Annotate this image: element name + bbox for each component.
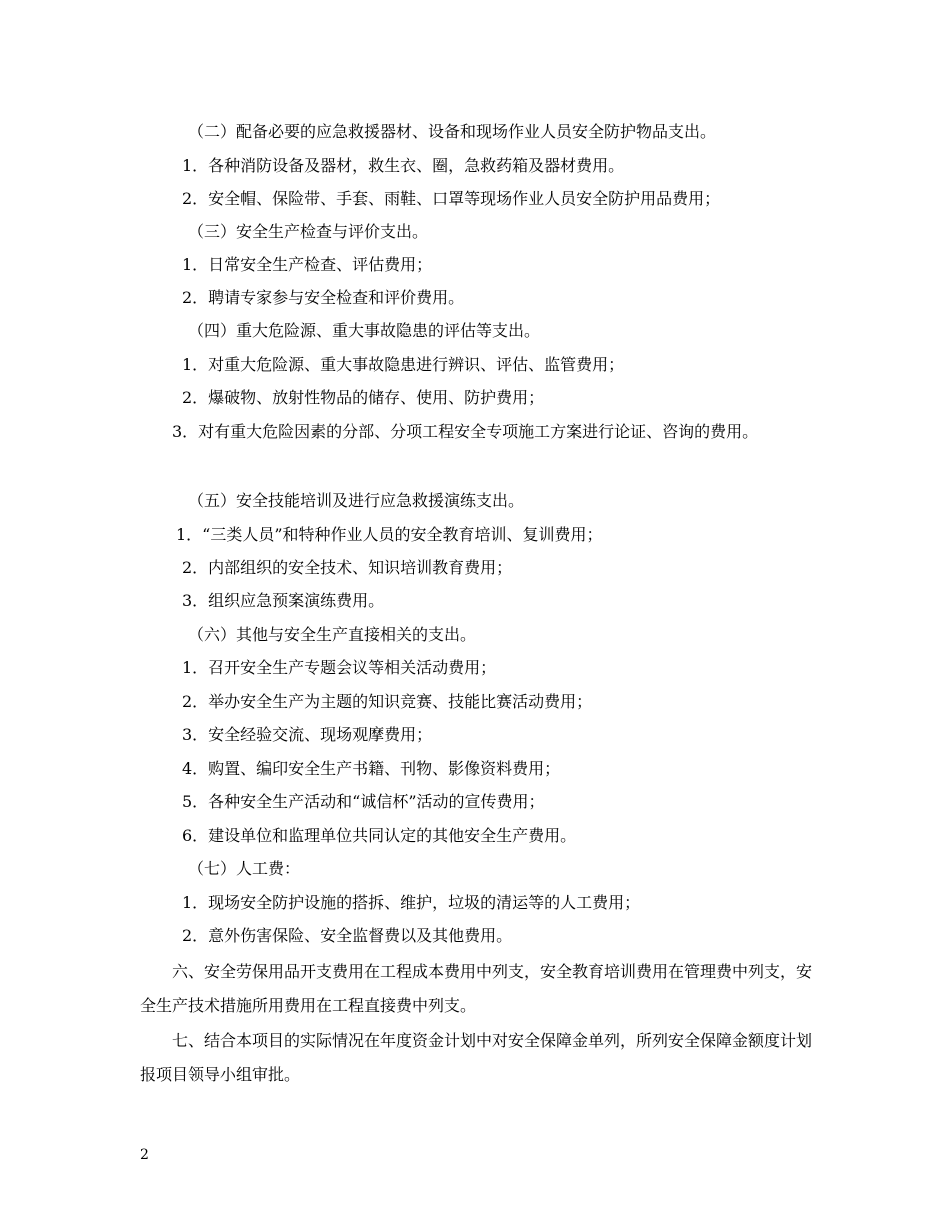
section-heading: （七）人工费： (188, 859, 301, 878)
section-heading: （六）其他与安全生产直接相关的支出。 (188, 625, 477, 644)
paragraph: 六、安全劳保用品开支费用在工程成本费用中列支，安全教育培训费用在管理费中列支，安全生产技术措施所用费用在工程直接费中列支。 (140, 962, 813, 1015)
list-item: 2．意外伤害保险、安全监督费以及其他费用。 (182, 926, 513, 945)
list-item: 2．安全帽、保险带、手套、雨鞋、口罩等现场作业人员安全防护用品费用； (182, 189, 721, 208)
list-item: 1．对重大危险源、重大事故隐患进行辨识、评估、监管费用； (182, 355, 625, 374)
list-item: 3．组织应急预案演练费用。 (182, 591, 385, 610)
paragraph: 七、结合本项目的实际情况在年度资金计划中对安全保障金单列，所列安全保障金额度计划报项目领导小组审批。 (140, 1031, 813, 1084)
list-item: 5．各种安全生产活动和“诚信杯”活动的宣传费用； (182, 792, 545, 811)
list-item: 4．购置、编印安全生产书籍、刊物、影像资料费用； (182, 759, 561, 778)
list-item: 1．现场安全防护设施的搭拆、维护，垃圾的清运等的人工费用； (182, 893, 641, 912)
page-number: 2 (140, 1147, 149, 1163)
list-item: 6．建设单位和监理单位共同认定的其他安全生产费用。 (182, 826, 577, 845)
list-item: 3．对有重大危险因素的分部、分项工程安全专项施工方案进行论证、咨询的费用。 (172, 422, 759, 441)
list-item: 2．聘请专家参与安全检查和评价费用。 (182, 288, 465, 307)
section-heading: （二）配备必要的应急救援器材、设备和现场作业人员安全防护物品支出。 (188, 122, 717, 141)
list-item: 3．安全经验交流、现场观摩费用； (182, 725, 433, 744)
list-item: 2．内部组织的安全技术、知识培训教育费用； (182, 558, 513, 577)
list-item: 1．召开安全生产专题会议等相关活动费用； (182, 658, 497, 677)
section-heading: （五）安全技能培训及进行应急救援演练支出。 (188, 491, 525, 510)
list-item: 2．举办安全生产为主题的知识竞赛、技能比赛活动费用； (182, 692, 593, 711)
list-item: 1．“三类人员”和特种作业人员的安全教育培训、复训费用； (176, 525, 603, 544)
section-heading: （三）安全生产检查与评价支出。 (188, 222, 429, 241)
section-heading: （四）重大危险源、重大事故隐患的评估等支出。 (188, 321, 541, 340)
list-item: 1．各种消防设备及器材，救生衣、圈，急救药箱及器材费用。 (182, 156, 625, 175)
list-item: 2．爆破物、放射性物品的储存、使用、防护费用； (182, 388, 545, 407)
list-item: 1．日常安全生产检查、评估费用； (182, 255, 433, 274)
